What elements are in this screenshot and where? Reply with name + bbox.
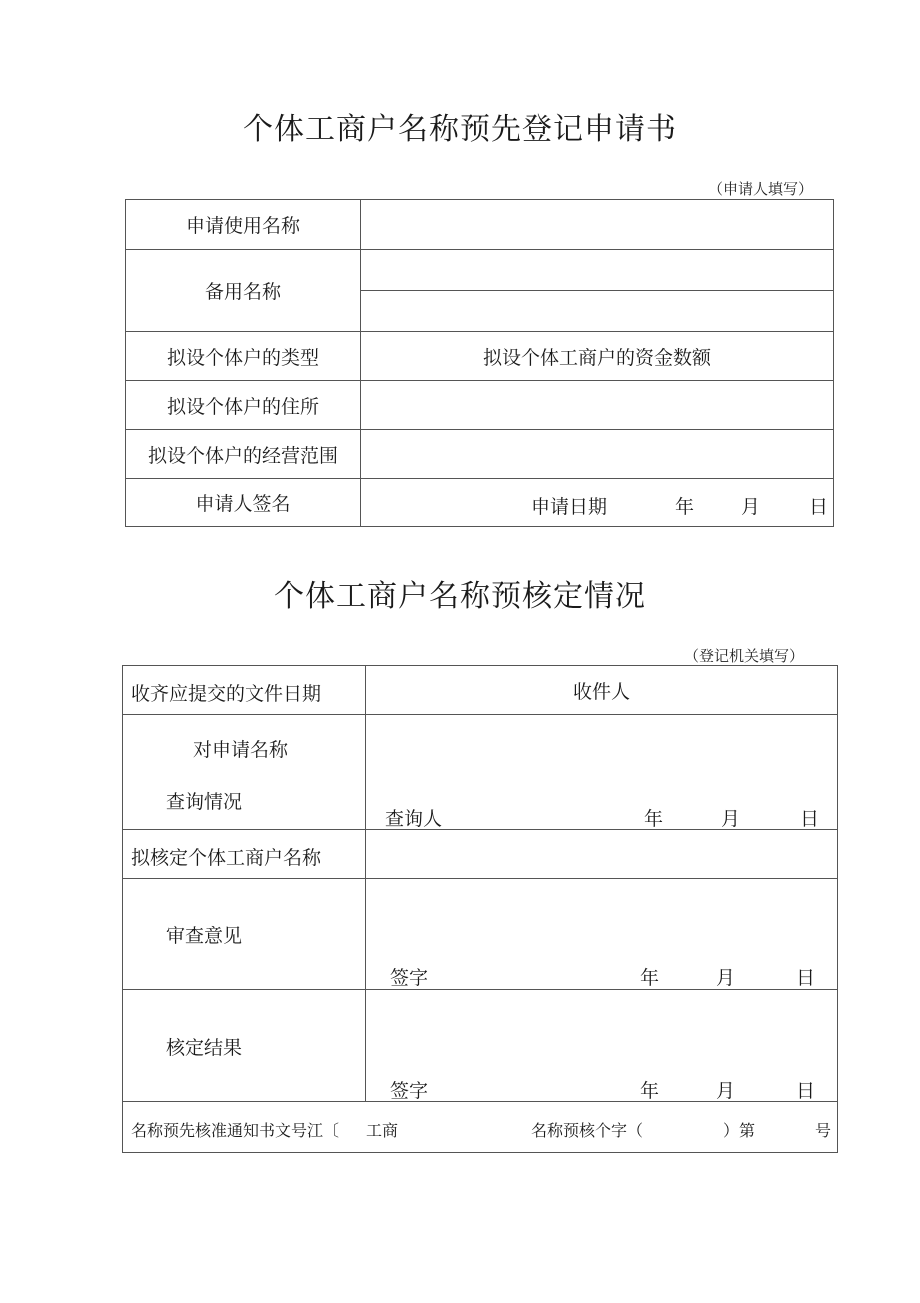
notice-di: ）第	[723, 1121, 756, 1140]
notice-gongshang: 工商	[366, 1121, 399, 1140]
capital-label: 拟设个体工商户的资金数额	[361, 332, 834, 381]
docs-date-label-cell	[123, 666, 366, 715]
query-label-1: 对申请名称	[193, 739, 289, 761]
review-cell[interactable]	[366, 879, 838, 990]
applicant-note: （申请人填写）	[708, 180, 814, 198]
alt-name-field-2[interactable]	[361, 291, 834, 332]
review-day: 日	[796, 967, 816, 989]
notice-hao: 号	[815, 1121, 832, 1140]
docs-date-label: 收齐应提交的文件日期	[131, 683, 322, 705]
scope-field[interactable]	[361, 430, 834, 479]
scope-label: 拟设个体户的经营范围	[126, 430, 361, 479]
signature-date-cell[interactable]	[361, 479, 834, 527]
review-month: 月	[716, 967, 736, 989]
review-sign-label: 签字	[390, 967, 429, 989]
result-cell[interactable]	[366, 990, 838, 1102]
page-title: 个体工商户名称预先登记申请书	[243, 112, 677, 147]
authority-note: （登记机关填写）	[684, 647, 805, 665]
application-table	[125, 199, 834, 527]
alt-name-field-1[interactable]	[361, 250, 834, 291]
signature-label: 申请人签名	[126, 479, 361, 527]
query-month: 月	[721, 808, 741, 830]
date-label: 申请日期	[531, 496, 608, 518]
section-title: 个体工商户名称预核定情况	[274, 579, 646, 614]
review-label: 审查意见	[166, 925, 243, 947]
result-year: 年	[640, 1080, 660, 1102]
review-label-cell	[123, 879, 366, 990]
result-sign-label: 签字	[390, 1080, 429, 1102]
result-label: 核定结果	[166, 1037, 243, 1059]
query-year: 年	[644, 808, 664, 830]
name-field[interactable]	[361, 200, 834, 250]
type-label: 拟设个体户的类型	[126, 332, 361, 381]
name-label: 申请使用名称	[126, 200, 361, 250]
query-label-2: 查询情况	[166, 791, 243, 813]
query-cell[interactable]	[366, 715, 838, 830]
proposed-name-field[interactable]	[366, 830, 838, 879]
query-person-label: 查询人	[385, 808, 443, 830]
year-label: 年	[675, 496, 695, 518]
notice-prefix: 名称预先核准通知书文号江〔	[131, 1121, 340, 1140]
month-label: 月	[741, 496, 761, 518]
address-label: 拟设个体户的住所	[126, 381, 361, 430]
notice-number-row[interactable]	[123, 1102, 838, 1153]
proposed-name-label-cell	[123, 830, 366, 879]
address-field[interactable]	[361, 381, 834, 430]
review-year: 年	[640, 967, 660, 989]
day-label: 日	[809, 496, 829, 518]
proposed-name-label: 拟核定个体工商户名称	[131, 847, 322, 869]
receiver-label: 收件人	[366, 666, 838, 715]
alt-name-label: 备用名称	[126, 250, 361, 332]
review-table	[122, 665, 838, 1153]
result-month: 月	[716, 1080, 736, 1102]
query-day: 日	[800, 808, 820, 830]
result-day: 日	[796, 1080, 816, 1102]
notice-mid: 名称预核个字（	[531, 1121, 644, 1140]
result-label-cell	[123, 990, 366, 1102]
query-label-cell	[123, 715, 366, 830]
